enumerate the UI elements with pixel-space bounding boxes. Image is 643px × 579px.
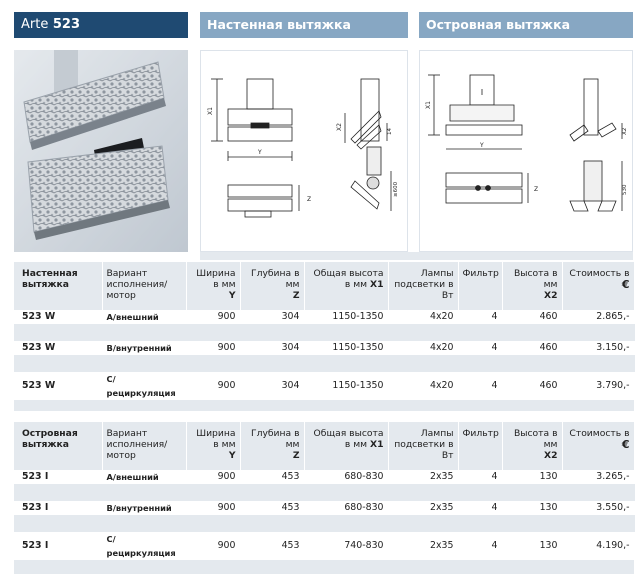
island-hood-header: Островная вытяжка [419,12,633,38]
island-label-x2: X2 [622,127,628,135]
label-x2: X2 [336,123,343,131]
table-row: 523 I B/внутренний 900 453 680-830 2x35 4 130 3.550,- [14,501,634,515]
island-front-lower [446,125,522,135]
brand-name: Arte [21,17,49,32]
island-label-530: 530 [622,184,628,195]
col-variant: Вариант исполнения/ мотор [102,422,186,470]
col-lamps: Лампы подсветки в Вт [388,262,458,310]
label-y: Y [258,149,262,156]
wall-bottom-panel-b [228,199,292,211]
label-l: 14 [387,128,393,135]
wall-hood-table [14,262,634,411]
wall-front-controls [251,123,269,128]
col-depth: Глубина в мм Z [240,422,304,470]
table-row: 523 W B/внутренний 900 304 1150-1350 4x20 4 460 3.150,- [14,341,634,355]
wall-front-upper-panel [228,109,292,125]
col-height: Общая высота в мм X1 [304,262,388,310]
table-row: 523 W A/внешний 900 304 1150-1350 4x20 4 460 2.865,- [14,310,634,324]
model-number: 523 [52,17,81,32]
col-variant: Вариант исполнения/ мотор [102,262,186,310]
table-row: 523 I A/внешний 900 453 680-830 2x35 4 130 3.265,- [14,470,634,484]
col-h2: Высота в мм X2 [502,422,562,470]
col-price: Стоимость в € [562,262,634,310]
island-label-y: Y [480,142,484,149]
label-min600: ≥600 [393,181,399,197]
label-x1: X1 [207,107,214,115]
col-width: Ширина в мм Y [186,262,240,310]
wall-front-lower-panel [228,127,292,141]
island-side-chimney [584,79,598,135]
product-photo [14,50,188,252]
table-row: 523 I C/рециркуляция 900 453 740-830 2x35 4 130 4.190,- [14,532,634,560]
wall-table-title: Настенная вытяжка [14,262,102,310]
island-label-x1: X1 [425,101,432,109]
island-bottom-upper [446,173,522,187]
table-row: 523 W C/рециркуляция 900 304 1150-1350 4x20 4 460 3.790,- [14,372,634,400]
island-hood-table [14,422,634,574]
label-z: Z [307,196,312,203]
island-label-z: Z [534,186,539,193]
wall-bottom-panel-a [228,185,292,197]
col-filter: Фильтр [458,262,502,310]
wall-side-chimney [361,79,379,141]
island-table-title: Островная вытяжка [14,422,102,470]
drawing-footer-bar [200,252,633,260]
island-hood-drawing [419,50,633,252]
col-h2: Высота в мм X2 [502,262,562,310]
island-bottom-lower [446,189,522,203]
wall-front-chimney [247,79,273,109]
col-height: Общая высота в мм X1 [304,422,388,470]
col-lamps: Лампы подсветки в Вт [388,422,458,470]
col-filter: Фильтр [458,422,502,470]
wall-hood-drawing [200,50,408,252]
wall-hood-header: Настенная вытяжка [200,12,408,38]
hood-illustration [14,50,188,252]
col-width: Ширина в мм Y [186,422,240,470]
brand-header [14,12,188,38]
col-depth: Глубина в мм Z [240,262,304,310]
col-price: Стоимость в € [562,422,634,470]
island-front-upper [450,105,514,121]
